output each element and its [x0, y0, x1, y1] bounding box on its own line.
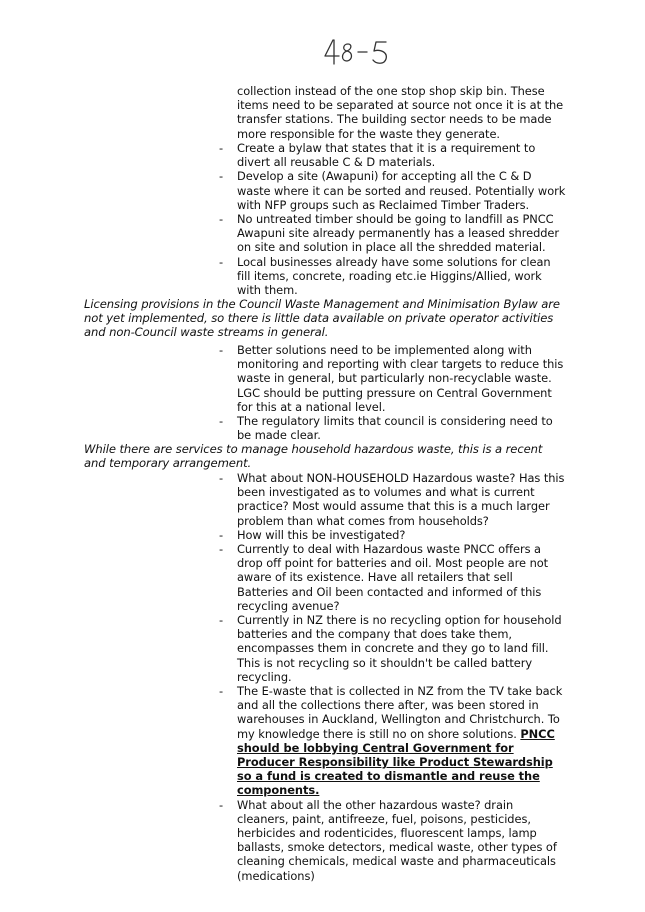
list-item-ewaste — [219, 684, 567, 798]
list-item-text: Create a bylaw that states that it is a requirement to divert all reusable C & D materials. — [237, 141, 536, 170]
bullet-dash: - — [219, 343, 224, 357]
section-3-heading: While there are services to manage household hazardous waste, this is a recent and temporary arrangement. — [84, 442, 543, 471]
bullet-dash: - — [219, 471, 224, 485]
bullet-dash: - — [219, 141, 224, 155]
section-3-list — [219, 471, 567, 883]
section-2-list — [219, 343, 567, 443]
list-item — [219, 542, 567, 613]
list-item — [219, 414, 567, 443]
list-item-text: Develop a site (Awapuni) for accepting all the C & D waste where it can be sorted and reused. Potentially work with NFP groups such as Reclaimed Timber Traders. — [237, 169, 566, 212]
list-item — [219, 797, 567, 883]
bullet-dash: - — [219, 254, 224, 269]
section-1-list — [219, 141, 567, 298]
list-item-text: Better solutions need to be implemented along with monitoring and reporting with clear targets to reduce this waste in general, but particularly non-recyclable waste. LGC should be putting pressure on Central Government for this at a national level. — [237, 343, 564, 414]
list-item-text: How will this be investigated? — [237, 527, 406, 542]
list-item — [219, 527, 567, 542]
list-item-text: Currently in NZ there is no recycling option for household batteries and the company that does take them, encompasses them in concrete and they go to land fill. This is not recycling so it shouldn't be called battery recycling. — [237, 613, 562, 684]
section-2-heading: Licensing provisions in the Council Waste Management and Minimisation Bylaw are not yet implemented, so there is little data available on private operator activities and non-Council waste streams in general. — [84, 297, 560, 340]
list-item-text: What about all the other hazardous waste? drain cleaners, paint, antifreeze, fuel, poisons, pesticides, herbicides and rodenticides, fluorescent lamps, lamp ballasts, smoke detectors, medical waste, other types of cleaning chemicals, medical waste and pharmaceuticals (medications) — [237, 797, 557, 883]
list-item — [219, 343, 567, 414]
ewaste-text: The E-waste that is collected in NZ from the TV take back and all the collections there after, was been stored in warehouses in Auckland, Wellington and Christchurch. To my knowledge there is still no on shore solutions. — [237, 684, 563, 741]
list-item — [219, 141, 567, 170]
bullet-dash: - — [219, 169, 224, 184]
list-item — [219, 613, 567, 684]
bullet-dash: - — [219, 684, 224, 699]
continuation-text: collection instead of the one stop shop skip bin. These items need to be separated at source not once it is at the transfer stations. The building sector needs to be made more responsible for the waste they generate. — [237, 84, 564, 141]
list-item-text: Local businesses already have some solutions for clean fill items, concrete, roading etc.ie Higgins/Allied, work with them. — [237, 254, 551, 298]
section-1-continuation — [237, 84, 567, 141]
bullet-dash: - — [219, 212, 224, 227]
list-item — [219, 471, 567, 528]
handwritten-page-number — [322, 36, 402, 70]
bullet-dash: - — [219, 542, 224, 557]
bullet-dash: - — [219, 527, 224, 542]
list-item-text: No untreated timber should be going to landfill as PNCC Awapuni site already permanently has a leased shredder on site and solution in place all the shredded material. — [237, 212, 560, 255]
bullet-dash: - — [219, 414, 224, 429]
bullet-dash: - — [219, 613, 224, 628]
list-item — [219, 254, 567, 298]
ewaste-emphasis: PNCC should be lobbying Central Government for Producer Responsibility like Product Stewardship so a fund is created to dismantle and reuse the components. — [237, 726, 555, 798]
list-item-text: The regulatory limits that council is considering need to be made clear. — [237, 414, 553, 443]
list-item-text: What about NON-HOUSEHOLD Hazardous waste? Has this been investigated as to volumes and what is current practice? Most would assume that this is a much larger problem than what comes from households? — [237, 471, 565, 528]
bullet-dash: - — [219, 797, 224, 812]
list-item — [219, 169, 567, 212]
list-item-text: Currently to deal with Hazardous waste PNCC offers a drop off point for batteries and oil. Most people are not aware of its existence. Have all retailers that sell Batteries and Oil been contacted and informed of this recycling avenue? — [237, 542, 549, 613]
list-item — [219, 212, 567, 255]
